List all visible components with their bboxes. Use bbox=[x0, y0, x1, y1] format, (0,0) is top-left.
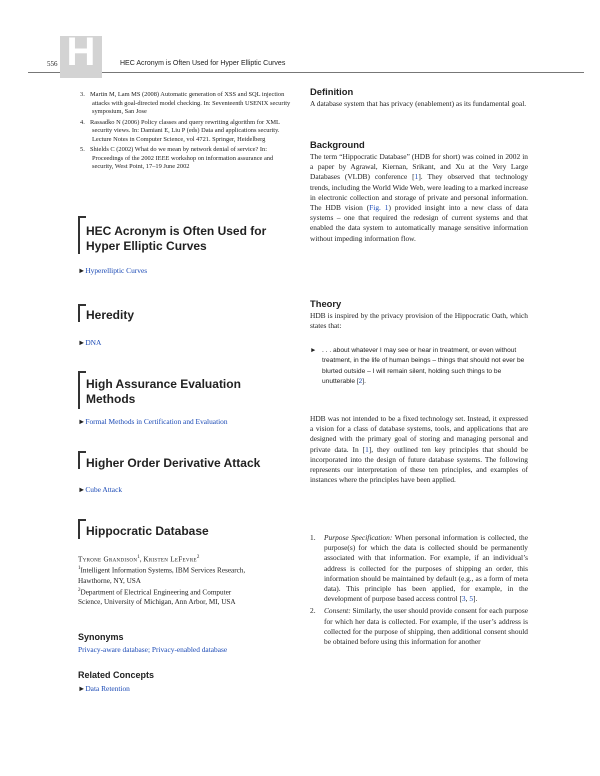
affiliation: $^2$Department of Electrical Engineering and Computer bbox=[78, 587, 232, 597]
quote-arrow-icon: ► bbox=[310, 347, 317, 354]
see-reference: ►Cube Attack bbox=[78, 485, 123, 494]
principle-item: 1. Purpose Specification: When personal information is collected, the purpose(s) for which the data is collected should be permanently associated with that information. For example, if an individual’s address is collected for the purposes of shipping an order, this information should be maintained by default (e.g., as a form of meta data). This principle has been applied, for example, in the development of purpose based access control [3, 5]. bbox=[310, 533, 528, 604]
entry-hippocratic-database bbox=[78, 519, 296, 539]
citation-link[interactable]: 1 bbox=[365, 444, 369, 454]
author-names: Tyrone Grandison$^1$, Kristen LeFevre$^2$ bbox=[78, 555, 200, 564]
citation-link[interactable]: 3 bbox=[461, 594, 466, 604]
related-concepts-heading: Related Concepts bbox=[78, 670, 155, 680]
link-cube-attack[interactable]: Cube Attack bbox=[85, 485, 123, 494]
entry-high-assurance bbox=[78, 371, 296, 409]
principle-item: 2. Consent: Similarly, the user should provide consent for each purpose for which her data is collected. For example, if the user’s address is collected for the purpose of shipping, then additional consent should be obtained before using this information for another bbox=[310, 606, 528, 647]
running-title: HEC Acronym is Often Used for Hyper Elliptic Curves bbox=[120, 60, 286, 67]
related-concept-link: ►Data Retention bbox=[78, 684, 130, 693]
affiliation: $^1$Intelligent Information Systems, IBM Services Research, bbox=[78, 566, 246, 575]
background-text: The term “Hippocratic Database” (HDB for short) was coined in 2002 in a paper by Agrawal, Kiernan, Srikant, and Xu at the Very Large Databases (VLDB) conference [1]. They observed that technology trends, including the World Wide Web, were leading to a marked increase in electronic collection and storage of private and personal information. The HDB vision (Fig. 1) provided insight into a new class of data systems – one that required the redesign of current systems and that enabled the data system to automatically manage sensitive information without impeding information flow. bbox=[310, 152, 529, 243]
theory-paragraph: HDB was not intended to be a fixed technology set. Instead, it expressed a vision for a class of database systems, tools, and applications that are designed with the primary goal of storing and managing personal and private data. In [1], they outlined ten key principles that should be incorporated into the design of future database systems. The following represents our interpretation of these ten principles, and examples of instances where the principles have been applied. bbox=[310, 414, 528, 485]
entry-hec-acronym bbox=[78, 216, 296, 254]
see-reference: ►DNA bbox=[78, 338, 102, 347]
reference-item: 3. Martin M, Lam MS (2008) Automatic generation of XSS and SQL injection attacks with goal-directed model checking. In: Seventeenth USENIX security symposium, San Jose bbox=[80, 91, 291, 115]
page-number: 556 bbox=[47, 60, 58, 68]
entry-higher-order bbox=[78, 451, 296, 469]
entry-title: Heredity bbox=[86, 308, 135, 322]
definition-heading: Definition bbox=[310, 86, 354, 97]
see-reference: ►Hyperelliptic Curves bbox=[78, 266, 148, 275]
header-rule bbox=[28, 72, 584, 73]
entry-title: High Assurance Evaluation Methods bbox=[86, 377, 241, 406]
entry-title: Higher Order Derivative Attack bbox=[86, 456, 261, 470]
link-hyperelliptic-curves[interactable]: Hyperelliptic Curves bbox=[85, 266, 148, 275]
link-dna[interactable]: DNA bbox=[85, 338, 102, 347]
citation-link[interactable]: 2 bbox=[358, 378, 363, 386]
synonyms-list[interactable]: Privacy-aware database; Privacy-enabled database bbox=[78, 645, 228, 654]
figure-link[interactable]: Fig. 1 bbox=[369, 203, 389, 213]
entry-heredity bbox=[78, 304, 296, 322]
background-heading: Background bbox=[310, 139, 365, 150]
principles-list bbox=[310, 533, 528, 647]
link-data-retention[interactable]: Data Retention bbox=[85, 684, 130, 693]
reference-list bbox=[80, 91, 296, 174]
affiliation: Science, University of Michigan, Ann Arbor, MI, USA bbox=[78, 598, 236, 607]
see-reference: ►Formal Methods in Certification and Evaluation bbox=[78, 417, 228, 426]
citation-link[interactable]: 1 bbox=[414, 172, 419, 182]
definition-text: A database system that has privacy (enablement) as its fundamental goal. bbox=[310, 99, 527, 108]
section-letter: H bbox=[66, 30, 96, 74]
reference-item: 4. Rassadko N (2006) Policy classes and query rewriting algorithm for XML security views. In: Damiani E, Liu P (eds) Data and applications security. Lecture Notes in Computer Science, vol 4721. Springer, Heidelberg bbox=[80, 118, 280, 143]
citation-link[interactable]: 5 bbox=[469, 594, 474, 604]
entry-title: Hippocratic Database bbox=[86, 524, 209, 538]
theory-intro: HDB is inspired by the privacy provision of the Hippocratic Oath, which states that: bbox=[310, 311, 528, 331]
affiliation: Hawthorne, NY, USA bbox=[78, 576, 141, 585]
link-formal-methods[interactable]: Formal Methods in Certification and Evaluation bbox=[85, 417, 228, 426]
synonyms-heading: Synonyms bbox=[78, 632, 124, 642]
reference-item: 5. Shields C (2002) What do we mean by network denial of service? In: Proceedings of the 2002 IEEE workshop on information assurance and security, West Point, 17–19 June 2002 bbox=[80, 146, 274, 170]
hippocratic-quote: ► . . . about whatever I may see or hear in treatment, or even without treatment, in the life of human beings – things that should not ever be blurted outside – I will remain silent, holding such things to be unutterable [2]. bbox=[310, 347, 525, 386]
author-block bbox=[78, 553, 296, 607]
entry-title: HEC Acronym is Often Used for Hyper Elliptic Curves bbox=[86, 224, 267, 253]
theory-heading: Theory bbox=[310, 298, 342, 309]
